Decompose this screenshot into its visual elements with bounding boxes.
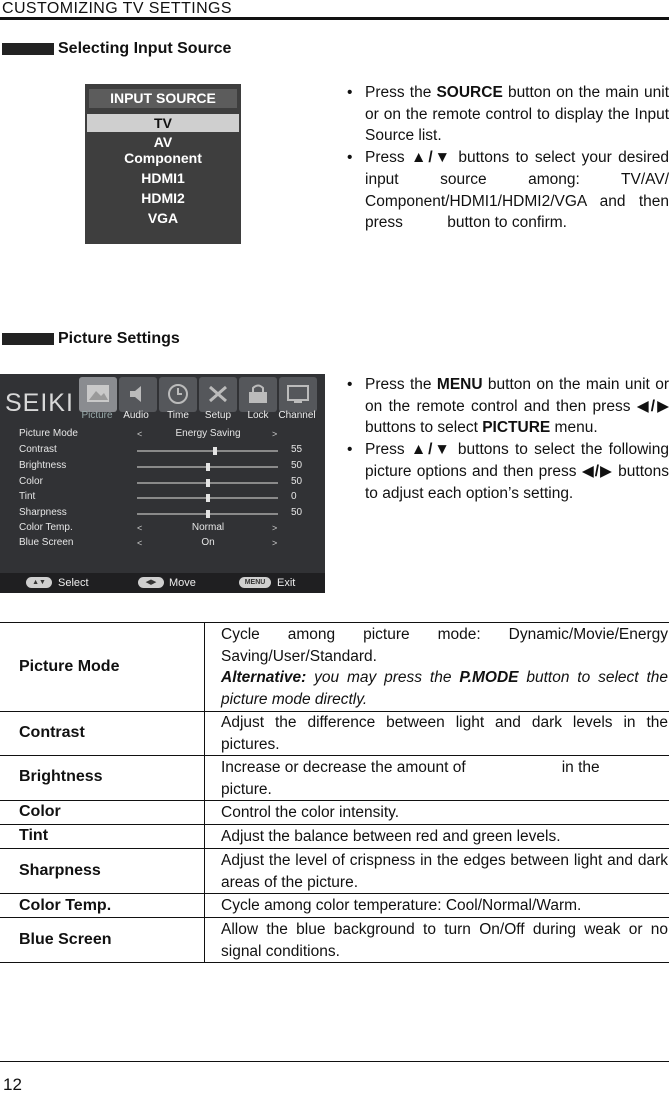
- tab-label-time[interactable]: Time: [167, 410, 189, 421]
- table-row-desc: Cycle among color temperature: Cool/Normal/Warm.: [221, 897, 582, 914]
- contrast-slider[interactable]: [137, 450, 278, 452]
- table-divider: [204, 623, 205, 963]
- bullet-item: • Press ▲/▼ buttons to select the following picture options and then press ◀/▶ buttons to adjust each option’s setting.: [347, 441, 669, 502]
- menu-row-label[interactable]: Color Temp.: [19, 522, 73, 533]
- table-rule: [0, 622, 669, 623]
- slider-knob[interactable]: [206, 510, 210, 518]
- table-row-name: Blue Screen: [19, 931, 112, 948]
- bullet-item: • Press the SOURCE button on the main unit or on the remote control to display the Input Source list.: [347, 84, 669, 145]
- table-rule: [0, 800, 669, 801]
- color-slider[interactable]: [137, 482, 278, 484]
- table-row-desc: Cycle among picture mode: Dynamic/Movie/Energy Saving/User/Standard. Alternative: you may press the P.MODE button to select the picture mode directly.: [221, 626, 668, 708]
- section-title-picture-settings: Picture Settings: [58, 330, 180, 347]
- input-source-heading: INPUT SOURCE: [89, 89, 237, 108]
- header-rule: [0, 17, 669, 20]
- tab-label-setup[interactable]: Setup: [204, 410, 232, 421]
- bullet-item: • Press ▲/▼ buttons to select your desired input source among: TV/AV/ Component/HDMI1/HDMI2/VGA and then press button to confirm.: [347, 149, 669, 232]
- source-option-component[interactable]: Component: [124, 150, 202, 166]
- tab-label-picture[interactable]: Picture: [81, 410, 113, 421]
- table-row-desc: Control the color intensity.: [221, 804, 400, 821]
- source-option-hdmi2[interactable]: HDMI2: [141, 190, 185, 206]
- table-row-name: Contrast: [19, 724, 85, 741]
- source-option-hdmi1[interactable]: HDMI1: [141, 170, 185, 186]
- bullet-item: • Press the MENU button on the main unit or on the remote control and then press ◀/▶ buttons to select PICTURE menu.: [347, 376, 669, 437]
- table-rule: [0, 848, 669, 849]
- table-row-name: Sharpness: [19, 862, 101, 879]
- tab-channel-icon[interactable]: [279, 377, 317, 412]
- tab-picture-icon[interactable]: [79, 377, 117, 412]
- section-marker: [2, 43, 54, 55]
- tab-time-icon[interactable]: [159, 377, 197, 412]
- menu-row-label[interactable]: Tint: [19, 491, 36, 502]
- menu-row-label[interactable]: Brightness: [19, 460, 67, 471]
- sharpness-slider[interactable]: [137, 513, 278, 515]
- menu-row-value: Energy Saving: [175, 428, 241, 439]
- table-row-name: Brightness: [19, 768, 103, 785]
- table-rule: [0, 755, 669, 756]
- table-row-name: Color Temp.: [19, 897, 112, 914]
- menu-row-label[interactable]: Sharpness: [19, 507, 67, 518]
- section-title-input-source: Selecting Input Source: [58, 40, 232, 57]
- left-right-keys-icon: ◀▶: [138, 577, 164, 588]
- tab-setup-icon[interactable]: [199, 377, 237, 412]
- tab-lock-icon[interactable]: [239, 377, 277, 412]
- left-arrow-icon[interactable]: <: [137, 523, 143, 533]
- tab-label-lock[interactable]: Lock: [247, 410, 269, 421]
- slider-value: 50: [291, 476, 303, 487]
- footer-select-label: Select: [58, 577, 89, 589]
- table-row-desc: Adjust the balance between red and green levels.: [221, 828, 561, 845]
- up-down-keys-icon: ▲▼: [26, 577, 52, 588]
- menu-row-label[interactable]: Picture Mode: [19, 428, 78, 439]
- table-rule: [0, 893, 669, 894]
- source-option-av[interactable]: AV: [153, 134, 173, 150]
- tint-slider[interactable]: [137, 497, 278, 499]
- right-arrow-icon[interactable]: >: [272, 538, 278, 548]
- slider-value: 0: [291, 491, 297, 502]
- source-option-vga[interactable]: VGA: [147, 210, 179, 226]
- menu-row-label[interactable]: Color: [19, 476, 43, 487]
- footer-exit-label: Exit: [277, 577, 296, 589]
- table-rule: [0, 824, 669, 825]
- slider-knob[interactable]: [213, 447, 217, 455]
- slider-knob[interactable]: [206, 463, 210, 471]
- menu-key-icon: MENU: [239, 577, 271, 588]
- slider-knob[interactable]: [206, 479, 210, 487]
- slider-value: 50: [291, 507, 303, 518]
- tv-picture-menu-screenshot: [0, 374, 325, 593]
- tab-audio-icon[interactable]: [119, 377, 157, 412]
- source-option-tv[interactable]: TV: [87, 114, 239, 132]
- slider-value: 55: [291, 444, 303, 455]
- slider-value: 50: [291, 460, 303, 471]
- table-row-desc: Allow the blue background to turn On/Off during weak or no signal conditions.: [221, 921, 668, 960]
- table-row-desc: Adjust the level of crispness in the edges between light and dark areas of the picture.: [221, 852, 668, 891]
- brightness-slider[interactable]: [137, 466, 278, 468]
- section-marker: [2, 333, 54, 345]
- footer-move-label: Move: [169, 577, 196, 589]
- menu-row-label[interactable]: Contrast: [19, 444, 57, 455]
- input-source-menu: [85, 84, 241, 244]
- menu-row-value: On: [201, 537, 215, 548]
- footer-rule: [0, 1061, 669, 1062]
- table-row-name: Picture Mode: [19, 658, 120, 675]
- table-rule: [0, 962, 669, 963]
- picture-settings-instructions: [347, 374, 669, 504]
- left-arrow-icon[interactable]: <: [137, 538, 143, 548]
- slider-knob[interactable]: [206, 494, 210, 502]
- left-arrow-icon[interactable]: <: [137, 429, 143, 439]
- tv-menu-footer: [0, 573, 325, 593]
- page-number: 12: [3, 1075, 22, 1094]
- tab-label-channel[interactable]: Channel: [278, 410, 316, 421]
- table-row-name: Color: [19, 803, 61, 820]
- table-row-desc: Increase or decrease the amount of in the picture.: [221, 759, 600, 798]
- table-row-desc: Adjust the difference between light and dark levels in the pictures.: [221, 714, 668, 753]
- menu-row-label[interactable]: Blue Screen: [19, 537, 74, 548]
- right-arrow-icon[interactable]: >: [272, 523, 278, 533]
- tab-label-audio[interactable]: Audio: [123, 410, 149, 421]
- input-source-instructions: [347, 82, 669, 234]
- page-header-title: CUSTOMIZING TV SETTINGS: [2, 0, 232, 17]
- seiki-logo: SEIKI: [5, 389, 74, 417]
- table-rule: [0, 917, 669, 918]
- right-arrow-icon[interactable]: >: [272, 429, 278, 439]
- table-row-name: Tint: [19, 827, 49, 844]
- menu-row-value: Normal: [191, 522, 225, 533]
